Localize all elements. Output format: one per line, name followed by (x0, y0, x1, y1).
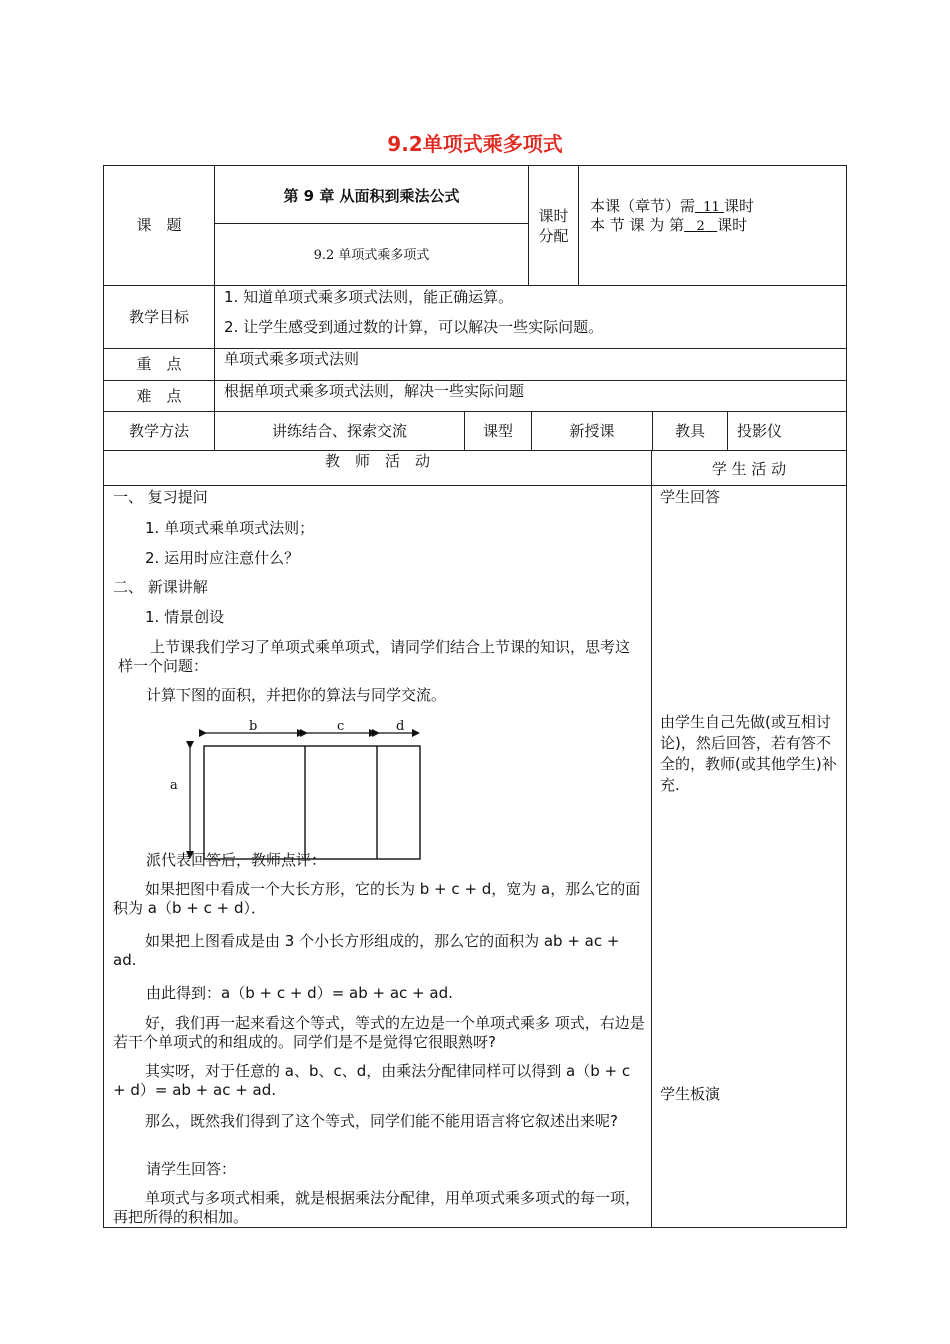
difficulty-label: 难 点 (136, 387, 182, 405)
review-question: 1. 单项式乘单项式法则； (145, 519, 315, 537)
row-divider (103, 485, 847, 486)
figure-label-d: d (396, 719, 405, 734)
paragraph: 计算下图的面积，并把你的算法与同学交流。 (146, 686, 447, 704)
time-text: 本课（章节）需 (590, 197, 696, 215)
paragraph: 派代表回答后，教师点评： (146, 851, 327, 869)
paragraph: 如果把图中看成一个大长方形，它的长为 b + c + d，宽为 a，那么它的面积为 a（b + c + d）． (113, 880, 641, 917)
student-response: 由学生自己先做(或互相讨论)，然后回答，若有答不全的，教师(或其他学生)补充. (660, 713, 837, 794)
area-figure (160, 712, 430, 864)
col-divider (727, 411, 728, 451)
paragraph: 好，我们再一起来看这个等式，等式的左边是一个单项式乘多 项式，右边是若干个单项式的和组成的。同学们是不是觉得它很眼熟呀? (113, 1014, 645, 1051)
method-label: 教学方法 (128, 422, 189, 440)
paragraph: 上节课我们学习了单项式乘单项式，请同学们结合上节课的知识，思考这样一个问题： (118, 638, 631, 675)
total-periods-number: 11 (703, 200, 720, 215)
paragraph: 如果把上图看成是由 3 个小长方形组成的，那么它的面积为 ab + ac + ad. (113, 932, 620, 969)
subsection-heading: 1. 情景创设 (145, 608, 225, 626)
col-divider (214, 165, 215, 451)
table-border-right (846, 165, 847, 1228)
goals-label: 教学目标 (128, 308, 189, 326)
time-allocation-line2 (590, 216, 747, 236)
table-border-bottom (103, 1227, 847, 1228)
rectangle-outline (204, 746, 420, 859)
figure-label-b: b (249, 719, 258, 734)
paragraph: 单项式与多项式相乘，就是根据乘法分配律，用单项式乘多项式的每一项，再把所得的积相加。 (113, 1189, 641, 1226)
col-divider (651, 450, 652, 1228)
total-periods-value (695, 200, 724, 215)
chapter-title: 第 9 章 从面积到乘法公式 (283, 187, 460, 205)
difficulty-text: 根据单项式乘多项式法则，解决一些实际问题 (224, 382, 525, 400)
current-period-number: 2 (696, 219, 705, 234)
goal-item: 1. 知道单项式乘多项式法则，能正确运算。 (224, 288, 514, 306)
paragraph: 请学生回答： (146, 1160, 237, 1178)
col-divider (578, 165, 579, 286)
method-value: 讲练结合、探索交流 (271, 422, 407, 440)
goal-item: 2. 让学生感受到通过数的计算，可以解决一些实际问题。 (224, 318, 604, 336)
section-heading: 一、 复习提问 (113, 488, 208, 506)
cell-divider (214, 223, 528, 224)
key-label: 重 点 (136, 355, 182, 373)
teaching-aid-value: 投影仪 (737, 422, 783, 440)
time-text: 课时 (723, 197, 754, 215)
paragraph: 由此得到：a（b + c + d）= ab + ac + ad. (146, 984, 453, 1002)
document-title: 9.2单项式乘多项式 (387, 132, 563, 156)
teaching-aid-label: 教具 (674, 422, 705, 440)
section-title: 9.2 单项式乘多项式 (313, 248, 430, 263)
teacher-activity-header: 教 师 活 动 (324, 452, 430, 470)
time-label: 课时 (538, 207, 569, 225)
key-text: 单项式乘多项式法则 (224, 350, 360, 368)
lesson-type-value: 新授课 (569, 422, 615, 440)
time-text: 本 节 课 为 第 (590, 216, 685, 234)
section-heading: 二、 新课讲解 (113, 578, 208, 596)
student-activity-header: 学 生 活 动 (711, 460, 787, 478)
lesson-type-label: 课型 (482, 422, 513, 440)
paragraph: 那么，既然我们得到了这个等式，同学们能不能用语言将它叙述出来呢? (145, 1112, 618, 1130)
review-question: 2. 运用时应注意什么？ (145, 549, 300, 567)
time-label: 分配 (538, 227, 569, 245)
student-response: 学生回答 (660, 488, 721, 506)
course-label: 课 题 (136, 216, 182, 234)
time-text: 课时 (717, 216, 748, 234)
paragraph: 其实呀，对于任意的 a、b、c、d，由乘法分配律同样可以得到 a（b + c + d）= ab + ac + ad. (113, 1062, 631, 1099)
student-response: 学生板演 (660, 1085, 721, 1103)
figure-label-c: c (337, 719, 345, 734)
current-period-value (684, 219, 717, 234)
time-allocation-line1 (590, 197, 754, 217)
figure-label-a: a (170, 778, 178, 793)
